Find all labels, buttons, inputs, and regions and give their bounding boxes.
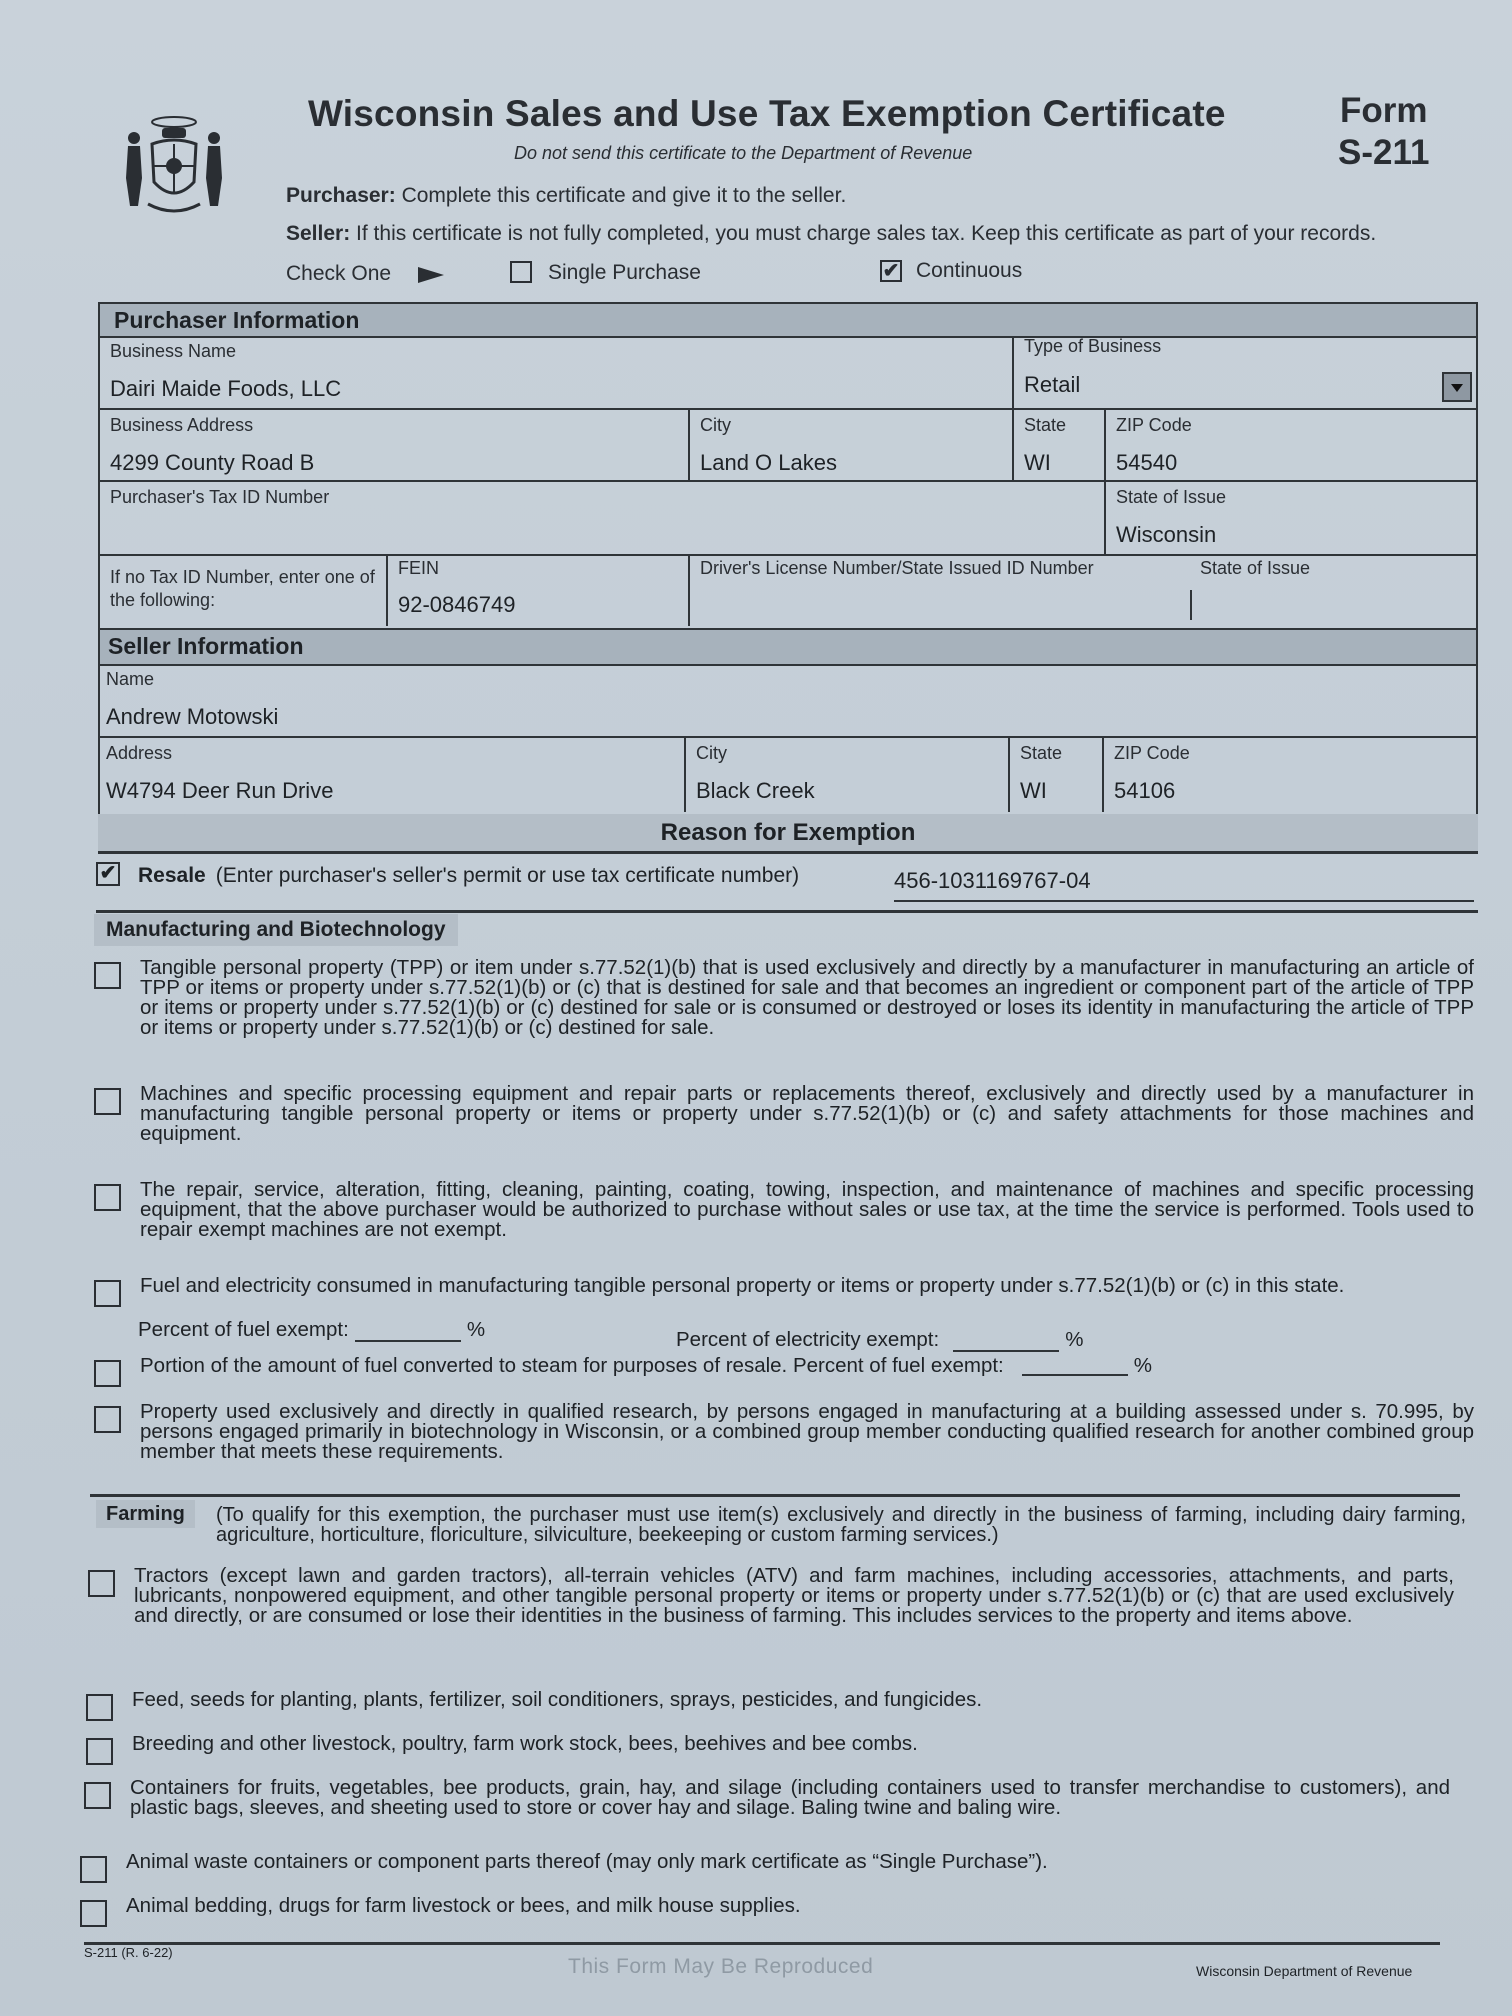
seller-name-value: Andrew Motowski: [106, 704, 279, 729]
manufacturing-item-repair-text: The repair, service, alteration, fitting, cleaning, painting, coating, towing, inspection, and maintenance of machines and specific processing equipment, that the above purchaser would be authorized to purchase without sales or use tax, at the time the service is performed. Tools used to repair exempt machines are not exempt.: [140, 1178, 1474, 1241]
seller-state-field[interactable]: [1010, 738, 1104, 812]
business-address-field[interactable]: [100, 410, 690, 482]
purchaser-instruction: [286, 184, 846, 208]
manufacturing-item-research-text: Property used exclusively and directly in qualified research, by persons engaged in manufacturing at a building assessed under s. 70.995, by persons engaged primarily in biotechnology in Wisconsin, or a combined group member conducting qualified research for another combined group member that meets these requirements.: [140, 1400, 1474, 1463]
footer-divider: [84, 1942, 1440, 1945]
electricity-percent-field[interactable]: [953, 1332, 1059, 1352]
form-number-label: [1338, 90, 1429, 174]
manufacturing-item-research-checkbox[interactable]: [94, 1406, 121, 1433]
manufacturing-item-tpp: [94, 958, 1474, 1048]
purchaser-instruction-text: Complete this certificate and give it to the seller.: [401, 184, 847, 207]
manufacturing-item-tpp-checkbox[interactable]: [94, 962, 121, 989]
seller-address-label: Address: [106, 743, 173, 763]
purchaser-instruction-label: Purchaser:: [286, 184, 396, 207]
farming-item-livestock-text: Breeding and other livestock, poultry, farm work stock, bees, beehives and bee combs.: [132, 1732, 918, 1755]
farming-item-animal-waste: [80, 1852, 1446, 1878]
arrow-right-icon: [418, 267, 444, 283]
manufacturing-item-steam-checkbox[interactable]: [94, 1360, 121, 1387]
manufacturing-item-repair-checkbox[interactable]: [94, 1184, 121, 1211]
form-subtitle: Do not send this certificate to the Department of Revenue: [514, 143, 973, 163]
farming-item-feed-checkbox[interactable]: [86, 1694, 113, 1721]
manufacturing-item-fuel-text: Fuel and electricity consumed in manufacturing tangible personal property or items or property under s.77.52(1)(b) or (c) in this state.: [140, 1274, 1345, 1297]
fuel-percent-row: [138, 1318, 485, 1342]
electricity-percent-label: Percent of electricity exempt:: [676, 1328, 940, 1351]
seller-instruction-text: If this certificate is not fully completed, you must charge sales tax. Keep this certificate as part of your records.: [356, 222, 1377, 245]
farming-note: (To qualify for this exemption, the purchaser must use item(s) exclusively and directly in the business of farming, including dairy farming, agriculture, horticulture, floriculture, silviculture, beekeeping or custom farming services.): [216, 1504, 1466, 1546]
manufacturing-item-machines-checkbox[interactable]: [94, 1088, 121, 1115]
farming-item-bedding-text: Animal bedding, drugs for farm livestock or bees, and milk house supplies.: [126, 1894, 801, 1917]
seller-zip-field[interactable]: [1104, 738, 1476, 812]
seller-instruction-label: Seller:: [286, 222, 351, 245]
purchaser-zip-field[interactable]: [1106, 410, 1476, 482]
department-name: Wisconsin Department of Revenue: [1196, 1963, 1413, 1979]
seller-state-label: State: [1020, 743, 1063, 763]
purchaser-info-grid: [98, 336, 1478, 630]
farming-item-bedding-checkbox[interactable]: [80, 1900, 107, 1927]
form-revision: S-211 (R. 6-22): [84, 1945, 173, 1960]
farming-item-containers-text: Containers for fruits, vegetables, bee products, grain, hay, and silage (including containers used to transfer merchandise to customers), and plastic bags, sleeves, and sheeting used to store or cover hay and silage. Baling twine and baling wire.: [130, 1776, 1450, 1819]
purchaser-city-value: Land O Lakes: [700, 450, 837, 475]
resale-label: Resale: [138, 864, 206, 887]
seller-city-field[interactable]: [686, 738, 1010, 812]
type-of-business-value: Retail: [1024, 372, 1081, 397]
purchaser-state-field[interactable]: [1014, 410, 1106, 482]
farming-item-feed: [86, 1690, 1452, 1716]
seller-info-header: Seller Information: [98, 628, 1478, 666]
farming-item-livestock: [86, 1734, 1452, 1760]
resale-permit-number-field[interactable]: 456-1031169767-04: [894, 868, 1474, 902]
purchaser-state-label: State: [1024, 415, 1067, 435]
seller-city-label: City: [696, 743, 727, 763]
seller-address-value: W4794 Deer Run Drive: [106, 778, 334, 803]
purchaser-city-label: City: [700, 415, 731, 435]
type-of-business-select[interactable]: [1014, 336, 1476, 410]
seller-state-value: WI: [1020, 778, 1047, 803]
manufacturing-item-repair: [94, 1180, 1474, 1250]
check-one-label: Check One: [286, 262, 392, 285]
dl-state-of-issue-field[interactable]: [1190, 556, 1476, 626]
fuel-percent-label: Percent of fuel exempt:: [138, 1318, 349, 1341]
business-name-label: Business Name: [110, 341, 237, 361]
business-address-value: 4299 County Road B: [110, 450, 315, 475]
purchaser-tax-id-label: Purchaser's Tax ID Number: [110, 487, 330, 507]
farming-item-livestock-checkbox[interactable]: [86, 1738, 113, 1765]
farming-item-tractors: [88, 1566, 1454, 1656]
tax-id-state-value: Wisconsin: [1116, 522, 1217, 547]
wisconsin-seal-icon: [118, 108, 230, 220]
farming-header: [96, 1500, 1466, 1570]
reason-for-exemption-header: Reason for Exemption: [98, 814, 1478, 854]
farming-item-containers-checkbox[interactable]: [84, 1782, 111, 1809]
manufacturing-item-steam: [94, 1356, 1474, 1386]
seller-city-value: Black Creek: [696, 778, 815, 803]
farming-label: Farming: [96, 1500, 195, 1528]
fein-label: FEIN: [398, 558, 440, 578]
dl-state-label: State of Issue: [1200, 558, 1311, 578]
manufacturing-item-machines-text: Machines and specific processing equipment and repair parts or replacements thereof, exclusively and directly used by a manufacturer in manufacturing tangible personal property or items or property under s.77.52(1)(b) or (c) and safety attachments for those machines and equipment.: [140, 1082, 1474, 1145]
seller-address-field[interactable]: [100, 738, 686, 812]
farming-divider-line: [90, 1494, 1460, 1497]
continuous-checkbox[interactable]: ✔: [880, 260, 902, 282]
single-purchase-checkbox[interactable]: [510, 261, 532, 283]
manufacturing-item-research: [94, 1402, 1474, 1472]
divider-line: [96, 910, 1478, 913]
seller-zip-value: 54106: [1114, 778, 1176, 803]
seller-zip-label: ZIP Code: [1114, 743, 1190, 763]
farming-item-animal-waste-checkbox[interactable]: [80, 1856, 107, 1883]
form-title: Wisconsin Sales and Use Tax Exemption Certificate: [308, 93, 1226, 134]
no-tax-id-note: [100, 556, 388, 626]
manufacturing-header: Manufacturing and Biotechnology: [94, 914, 458, 946]
seller-info-grid: [98, 664, 1478, 816]
fein-value: 92-0846749: [398, 592, 516, 617]
fuel-percent-field[interactable]: [355, 1322, 461, 1342]
seller-instruction: [286, 222, 1376, 246]
fuel-percent-sign: %: [466, 1318, 486, 1341]
manufacturing-item-fuel-checkbox[interactable]: [94, 1280, 121, 1307]
manufacturing-item-fuel: [94, 1276, 1474, 1302]
single-purchase-label: Single Purchase: [548, 261, 701, 284]
fein-field[interactable]: [388, 556, 690, 626]
business-name-value: Dairi Maide Foods, LLC: [110, 376, 342, 401]
business-name-field[interactable]: [100, 336, 1014, 410]
steam-text: Portion of the amount of fuel converted to steam for purposes of resale. Percent of fuel exempt:: [140, 1354, 1004, 1377]
steam-percent-sign: %: [1133, 1354, 1152, 1377]
purchaser-info-header: Purchaser Information: [98, 302, 1478, 338]
form-number: S-211: [1338, 133, 1430, 172]
farming-item-bedding: [80, 1896, 1446, 1922]
electricity-percent-sign: %: [1065, 1328, 1084, 1351]
resale-text: [138, 864, 799, 888]
steam-percent-field[interactable]: [1022, 1356, 1128, 1376]
farming-item-tractors-text: Tractors (except lawn and garden tractors), all-terrain vehicles (ATV) and farm machines, including accessories, attachments, and parts, lubricants, nonpowered equipment, and other tangible personal property or items or property under s.77.52(1)(b) or (c) that are used exclusively and directly, or are consumed or lose their identities in the business of farming. This includes services to the property and items above.: [134, 1564, 1454, 1627]
purchaser-zip-value: 54540: [1116, 450, 1178, 475]
manufacturing-item-tpp-text: Tangible personal property (TPP) or item under s.77.52(1)(b) that is used exclusively and directly by a manufacturer in manufacturing an article of TPP or items or property under s.77.52(1)(b) or (c) that is destined for sale and that becomes an ingredient or component part of the article of TPP or items or property under s.77.52(1)(b) or (c) destined for sale or is consumed or destroyed or loses its identity in manufacturing the article of TPP or items or property under s.77.52(1)(b) or (c) destined for sale.: [140, 956, 1474, 1039]
business-address-label: Business Address: [110, 415, 254, 435]
tax-id-state-of-issue-field[interactable]: [1106, 482, 1476, 556]
electricity-percent-row: [676, 1328, 1083, 1352]
farming-item-containers: [84, 1778, 1450, 1838]
purchaser-city-field[interactable]: [690, 410, 1014, 482]
continuous-label: Continuous: [916, 259, 1023, 282]
dl-state-divider: [1190, 590, 1192, 620]
resale-checkbox[interactable]: ✔: [96, 862, 120, 886]
chevron-down-icon[interactable]: [1442, 372, 1472, 402]
drivers-license-label: Driver's License Number/State Issued ID Number: [700, 558, 1094, 578]
farming-item-tractors-checkbox[interactable]: [88, 1570, 115, 1597]
resale-row: [96, 862, 1478, 904]
reproduce-notice: This Form May Be Reproduced: [568, 1955, 874, 1978]
manufacturing-item-steam-text: [140, 1356, 1474, 1376]
form-word: Form: [1340, 91, 1428, 130]
purchase-type-row: [286, 260, 1086, 288]
purchaser-tax-id-field[interactable]: [100, 482, 1106, 556]
seller-name-label: Name: [106, 669, 155, 689]
farming-item-feed-text: Feed, seeds for planting, plants, fertilizer, soil conditioners, sprays, pesticides, and fungicides.: [132, 1688, 983, 1711]
type-of-business-label: Type of Business: [1024, 336, 1162, 356]
purchaser-state-value: WI: [1024, 450, 1051, 475]
no-tax-id-label: If no Tax ID Number, enter one of the following:: [110, 567, 375, 610]
farming-item-animal-waste-text: Animal waste containers or component parts thereof (may only mark certificate as “Single Purchase”).: [126, 1850, 1048, 1873]
purchaser-zip-label: ZIP Code: [1116, 415, 1192, 435]
drivers-license-field[interactable]: [690, 556, 1190, 626]
manufacturing-item-machines: [94, 1084, 1474, 1154]
resale-instruction: (Enter purchaser's seller's permit or use tax certificate number): [215, 864, 800, 887]
tax-id-state-label: State of Issue: [1116, 487, 1227, 507]
seller-name-field[interactable]: [100, 664, 1476, 738]
